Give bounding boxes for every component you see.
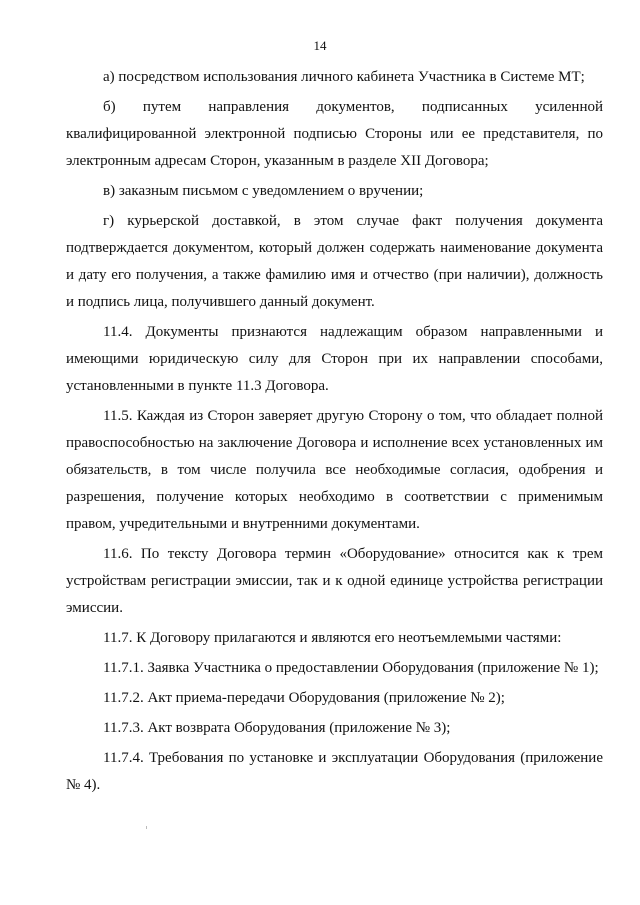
paragraph-item-v: в) заказным письмом с уведомлением о вручении; <box>103 183 424 199</box>
document-body <box>66 64 603 802</box>
paragraph-clause-11-4: 11.4. Документы признаются надлежащим образом направленными и имеющими юридическую силу для Сторон при их направлении способами, установленными в пункте 11.3 Договора. <box>66 324 603 394</box>
paragraph-clause-11-7: 11.7. К Договору прилагаются и являются его неотъемлемыми частями: <box>103 630 562 646</box>
paragraph-clause-11-7-2: 11.7.2. Акт приема-передачи Оборудования (приложение № 2); <box>103 690 505 706</box>
paragraph-clause-11-6: 11.6. По тексту Договора термин «Оборудование» относится как к трем устройствам регистрации эмиссии, так и к одной единице устройства регистрации эмиссии. <box>66 546 603 616</box>
scan-speck <box>146 826 147 829</box>
paragraph-item-b: б) путем направления документов, подписанных усиленной квалифицированной электронной подписью Стороны или ее представителя, по электронным адресам Сторон, указанным в разделе XII Договора; <box>66 99 603 169</box>
paragraph-clause-11-5: 11.5. Каждая из Сторон заверяет другую Сторону о том, что обладает полной правоспособностью на заключение Договора и исполнение всех установленных им обязательств, в том числе получила все необходимые согласия, одобрения и разрешения, получение которых необходимо в соответствии с применимым правом, учредительными и внутренними документами. <box>66 408 603 532</box>
page-number: 14 <box>313 38 327 53</box>
paragraph-item-a: а) посредством использования личного кабинета Участника в Системе МТ; <box>103 69 585 85</box>
paragraph-clause-11-7-4: 11.7.4. Требования по установке и эксплуатации Оборудования (приложение № 4). <box>66 750 603 793</box>
paragraph-clause-11-7-3: 11.7.3. Акт возврата Оборудования (приложение № 3); <box>103 720 451 736</box>
paragraph-item-g: г) курьерской доставкой, в этом случае факт получения документа подтверждается документом, который должен содержать наименование документа и дату его получения, а также фамилию имя и отчество (при наличии), должность и подпись лица, получившего данный документ. <box>66 213 603 310</box>
paragraph-clause-11-7-1: 11.7.1. Заявка Участника о предоставлении Оборудования (приложение № 1); <box>103 660 599 676</box>
